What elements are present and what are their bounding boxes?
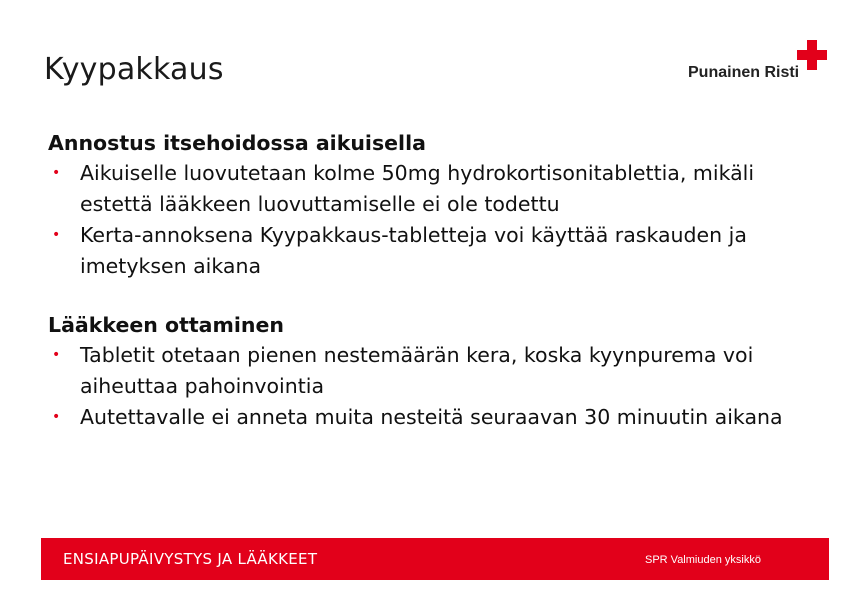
punainen-risti-logo [688,40,833,92]
red-cross-icon [797,40,827,70]
bullet-dot-icon: • [52,409,61,425]
slide-title: Kyypakkaus [44,52,224,87]
section-heading: Lääkkeen ottaminen [48,313,284,337]
bullet-text: Tabletit otetaan pienen nestemäärän kera, koska kyynpurema voi aiheuttaa pahoinvointia [80,343,754,398]
bullet-item [48,158,808,220]
slide-content [48,128,808,461]
footer-bar [41,538,829,580]
bullet-dot-icon: • [52,165,61,181]
logo-text: Punainen Risti [688,64,800,81]
bullet-dot-icon: • [52,347,61,363]
section-taking-medicine [48,310,808,433]
bullet-item [48,402,808,433]
footer-title: ENSIAPUPÄIVYSTYS JA LÄÄKKEET [63,550,318,568]
footer-unit: SPR Valmiuden yksikkö [645,554,761,566]
bullet-item [48,220,808,282]
bullet-item [48,340,808,402]
bullet-dot-icon: • [52,227,61,243]
bullet-text: Kerta-annoksena Kyypakkaus-tabletteja voi käyttää raskauden ja imetyksen aikana [80,223,747,278]
section-heading: Annostus itsehoidossa aikuisella [48,131,426,155]
bullet-list [48,340,808,433]
bullet-list [48,158,808,282]
bullet-text: Aikuiselle luovutetaan kolme 50mg hydrokortisonitablettia, mikäli estettä lääkkeen luovuttamiselle ei ole todettu [80,161,755,216]
bullet-text: Autettavalle ei anneta muita nesteitä seuraavan 30 minuutin aikana [80,405,783,429]
section-dosage [48,128,808,282]
